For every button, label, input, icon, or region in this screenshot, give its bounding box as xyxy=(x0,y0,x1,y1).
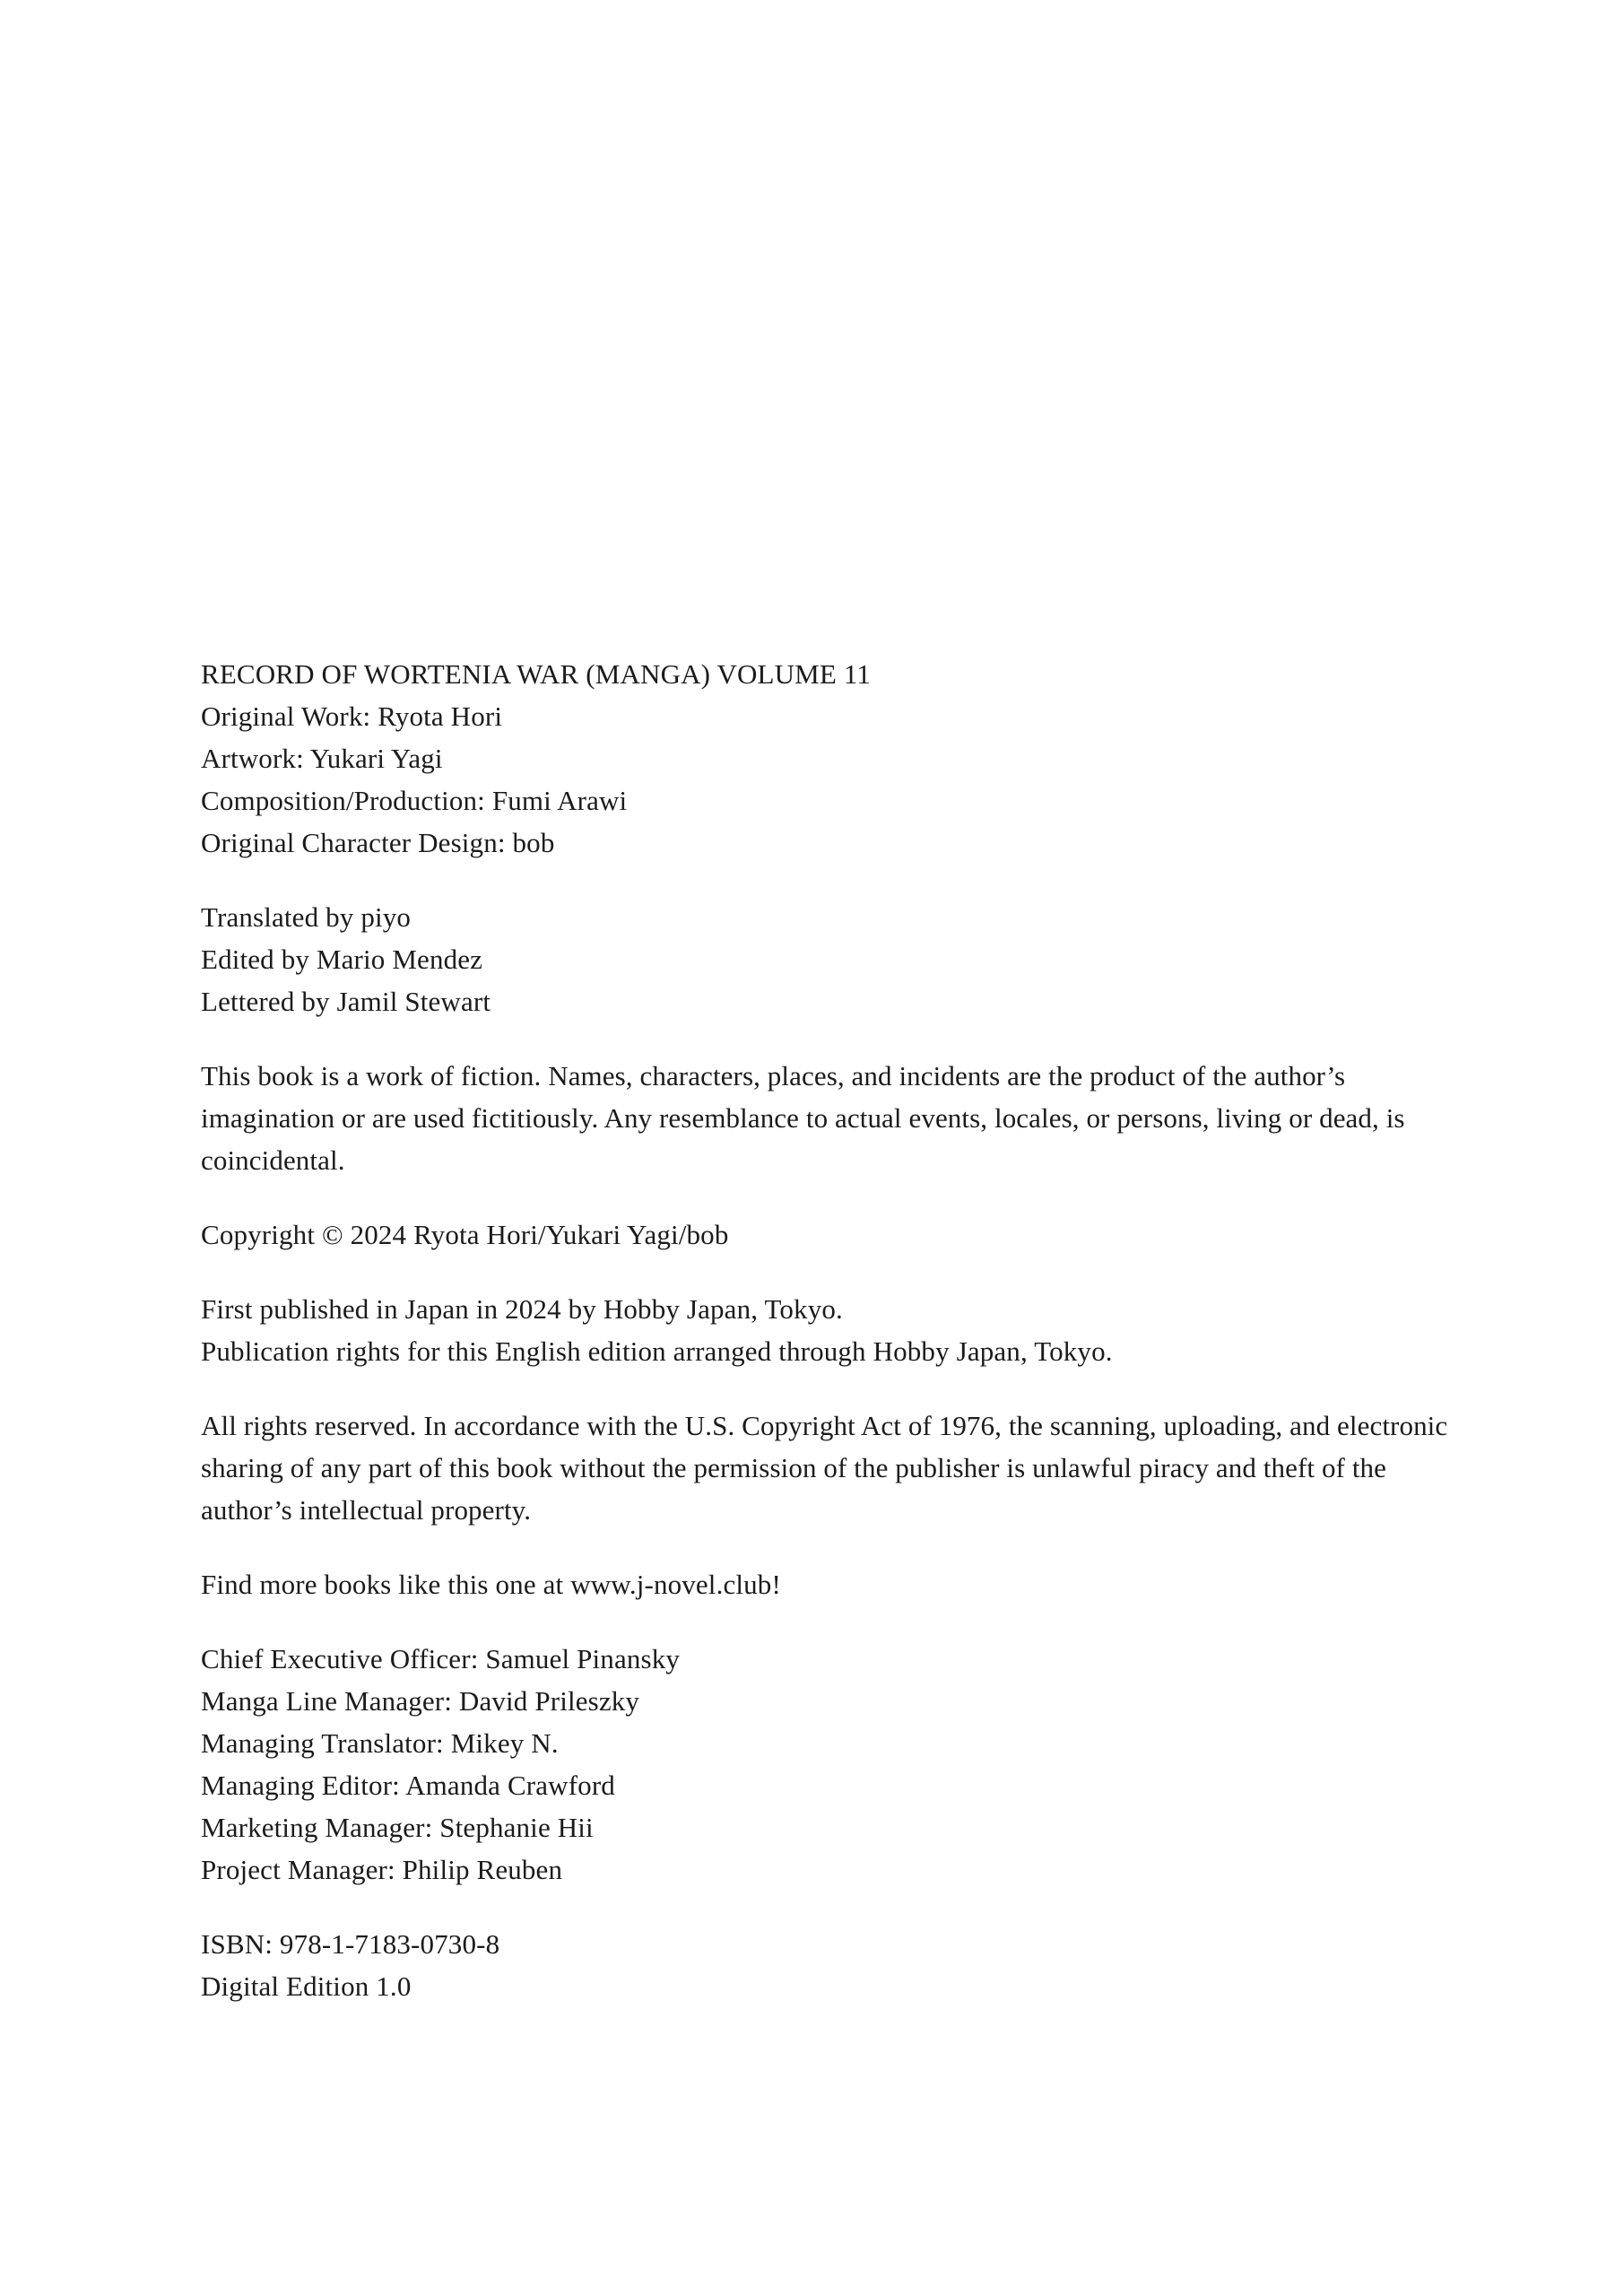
rights-reserved-block xyxy=(201,1405,1483,1531)
first-published-notice: First published in Japan in 2024 by Hobby Japan, Tokyo. xyxy=(201,1293,843,1325)
marketing-manager-credit: Marketing Manager: Stephanie Hii xyxy=(201,1812,594,1843)
copyright-block xyxy=(201,1213,1483,1256)
fiction-disclaimer: This book is a work of fiction. Names, characters, places, and incidents are the product of the author’s imagination or are used fictitiously. Any resemblance to actual events, locales, or persons, living or dead, is coincidental. xyxy=(201,1060,1405,1176)
manga-line-manager-credit: Manga Line Manager: David Prileszky xyxy=(201,1685,640,1717)
translator-credit: Translated by piyo xyxy=(201,901,412,933)
book-title: RECORD OF WORTENIA WAR (MANGA) VOLUME 11 xyxy=(201,658,872,690)
project-manager-credit: Project Manager: Philip Reuben xyxy=(201,1854,563,1885)
fiction-disclaimer-block xyxy=(201,1055,1483,1181)
letterer-credit: Lettered by Jamil Stewart xyxy=(201,986,491,1017)
localization-block xyxy=(201,896,1483,1022)
staff-block xyxy=(201,1638,1483,1891)
rights-reserved-notice: All rights reserved. In accordance with the U.S. Copyright Act of 1976, the scanning, uploading, and electronic sharing of any part of this book without the permission of the publisher is unlawful piracy and theft of the author’s intellectual property. xyxy=(201,1410,1448,1526)
colophon-content xyxy=(201,653,1483,2007)
ceo-credit: Chief Executive Officer: Samuel Pinansky xyxy=(201,1643,681,1674)
rights-arranged-notice: Publication rights for this English edition arranged through Hobby Japan, Tokyo. xyxy=(201,1335,1113,1367)
digital-edition: Digital Edition 1.0 xyxy=(201,1970,412,2002)
credits-block xyxy=(201,653,1483,864)
editor-credit: Edited by Mario Mendez xyxy=(201,944,483,975)
edition-block xyxy=(201,1923,1483,2007)
artwork-credit: Artwork: Yukari Yagi xyxy=(201,743,443,774)
publication-block xyxy=(201,1288,1483,1372)
promo-link-text[interactable]: Find more books like this one at www.j-novel.club! xyxy=(201,1569,781,1600)
character-design-credit: Original Character Design: bob xyxy=(201,827,555,858)
copyright-notice: Copyright © 2024 Ryota Hori/Yukari Yagi/bob xyxy=(201,1219,729,1250)
original-work-credit: Original Work: Ryota Hori xyxy=(201,700,503,732)
composition-credit: Composition/Production: Fumi Arawi xyxy=(201,785,628,816)
managing-editor-credit: Managing Editor: Amanda Crawford xyxy=(201,1770,615,1801)
managing-translator-credit: Managing Translator: Mikey N. xyxy=(201,1727,559,1759)
promo-block xyxy=(201,1563,1483,1605)
isbn: ISBN: 978-1-7183-0730-8 xyxy=(201,1928,500,1960)
